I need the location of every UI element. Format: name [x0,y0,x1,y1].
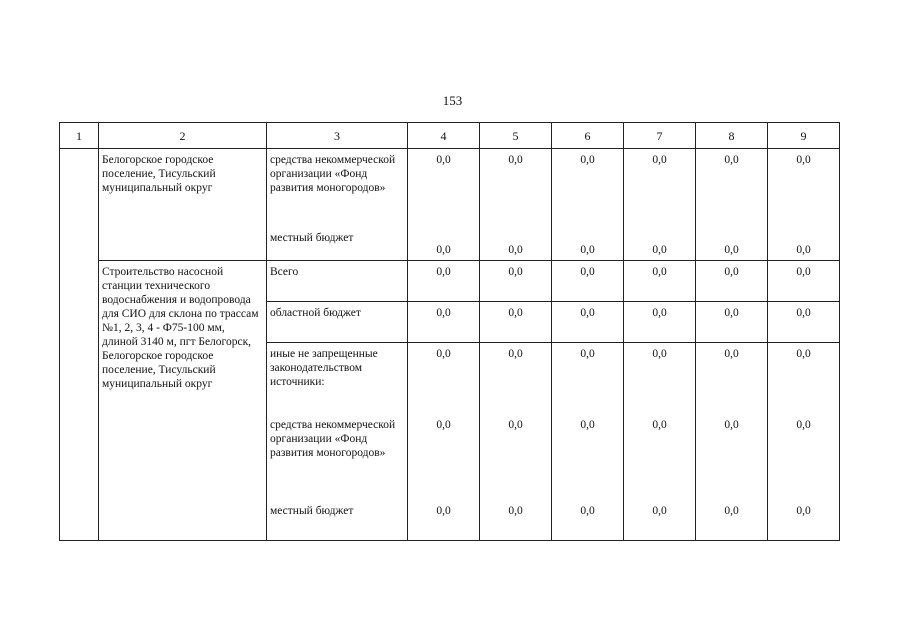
row-number-cell [60,149,99,541]
value: 0,0 [724,348,739,360]
value: 0,0 [652,505,667,517]
value: 0,0 [796,244,811,256]
funding-source-cell [267,343,408,541]
value: 0,0 [724,244,739,256]
value: 0,0 [796,307,811,319]
value-cell [552,261,624,302]
value-cell [480,302,552,343]
value-cell [552,343,624,541]
column-header-9: 9 [768,123,840,149]
funding-source-cell [267,149,408,261]
column-header-3: 3 [267,123,408,149]
value-cell [768,149,840,261]
value: 0,0 [652,154,667,166]
column-header-5: 5 [480,123,552,149]
value-cell [624,149,696,261]
value-cell [408,261,480,302]
column-header-6: 6 [552,123,624,149]
value: 0,0 [436,266,451,278]
value-cell [408,343,480,541]
value: 0,0 [724,154,739,166]
value-cell [696,302,768,343]
value: 0,0 [508,244,523,256]
value: 0,0 [724,266,739,278]
value: 0,0 [652,266,667,278]
table-row [60,261,840,302]
value: 0,0 [580,154,595,166]
value-cell [768,302,840,343]
value-cell [624,302,696,343]
funding-source: иные не запрещенные законодательством источники: [270,348,378,388]
object-name: Белогорское городское поселение, Тисульский муниципальный округ [102,154,216,194]
value-cell [696,343,768,541]
value: 0,0 [652,348,667,360]
value: 0,0 [796,348,811,360]
funding-source: местный бюджет [270,232,354,244]
value: 0,0 [796,266,811,278]
funding-source: местный бюджет [270,505,354,517]
value: 0,0 [724,505,739,517]
value-cell [480,343,552,541]
value: 0,0 [436,505,451,517]
budget-table [59,122,840,541]
value-cell [624,343,696,541]
value-cell [696,261,768,302]
value-cell [552,302,624,343]
value: 0,0 [436,154,451,166]
value-cell [624,261,696,302]
funding-source-cell [267,261,408,302]
value: 0,0 [508,266,523,278]
value: 0,0 [580,266,595,278]
value-cell [480,261,552,302]
value: 0,0 [508,307,523,319]
funding-source: средства некоммерческой организации «Фонд развития моногородов» [270,154,396,194]
value-cell [768,261,840,302]
value-cell [696,149,768,261]
column-header-2: 2 [99,123,267,149]
value: 0,0 [508,348,523,360]
value: 0,0 [796,154,811,166]
value: 0,0 [580,307,595,319]
value-cell [480,149,552,261]
value: 0,0 [436,307,451,319]
header-row [60,123,840,149]
funding-source: областной бюджет [270,307,361,319]
column-header-8: 8 [696,123,768,149]
value: 0,0 [508,419,523,431]
funding-source: Всего [270,266,299,278]
object-name-cell [99,261,267,541]
value: 0,0 [652,307,667,319]
value: 0,0 [508,505,523,517]
value: 0,0 [580,348,595,360]
column-header-7: 7 [624,123,696,149]
value: 0,0 [652,244,667,256]
value-cell [408,302,480,343]
column-header-4: 4 [408,123,480,149]
value: 0,0 [580,505,595,517]
funding-source-cell [267,302,408,343]
value: 0,0 [796,419,811,431]
object-name: Строительство насосной станции технического водоснабжения и водопровода для СИО для склона по трассам №1, 2, 3, 4 - Ф75-100 мм, длиной 3140 м, пгт Белогорск, Белогорское городское поселение, Тисульский муниципальный округ [102,266,259,390]
value: 0,0 [724,419,739,431]
table-row [60,149,840,261]
object-name-cell [99,149,267,261]
value: 0,0 [796,505,811,517]
value: 0,0 [436,419,451,431]
value-cell [408,149,480,261]
value: 0,0 [580,244,595,256]
value: 0,0 [508,154,523,166]
value-cell [768,343,840,541]
page-number: 153 [442,93,463,108]
value-cell [552,149,624,261]
value: 0,0 [580,419,595,431]
value: 0,0 [652,419,667,431]
value: 0,0 [724,307,739,319]
value: 0,0 [436,348,451,360]
value: 0,0 [436,244,451,256]
column-header-1: 1 [60,123,99,149]
funding-source: средства некоммерческой организации «Фонд развития моногородов» [270,419,396,459]
